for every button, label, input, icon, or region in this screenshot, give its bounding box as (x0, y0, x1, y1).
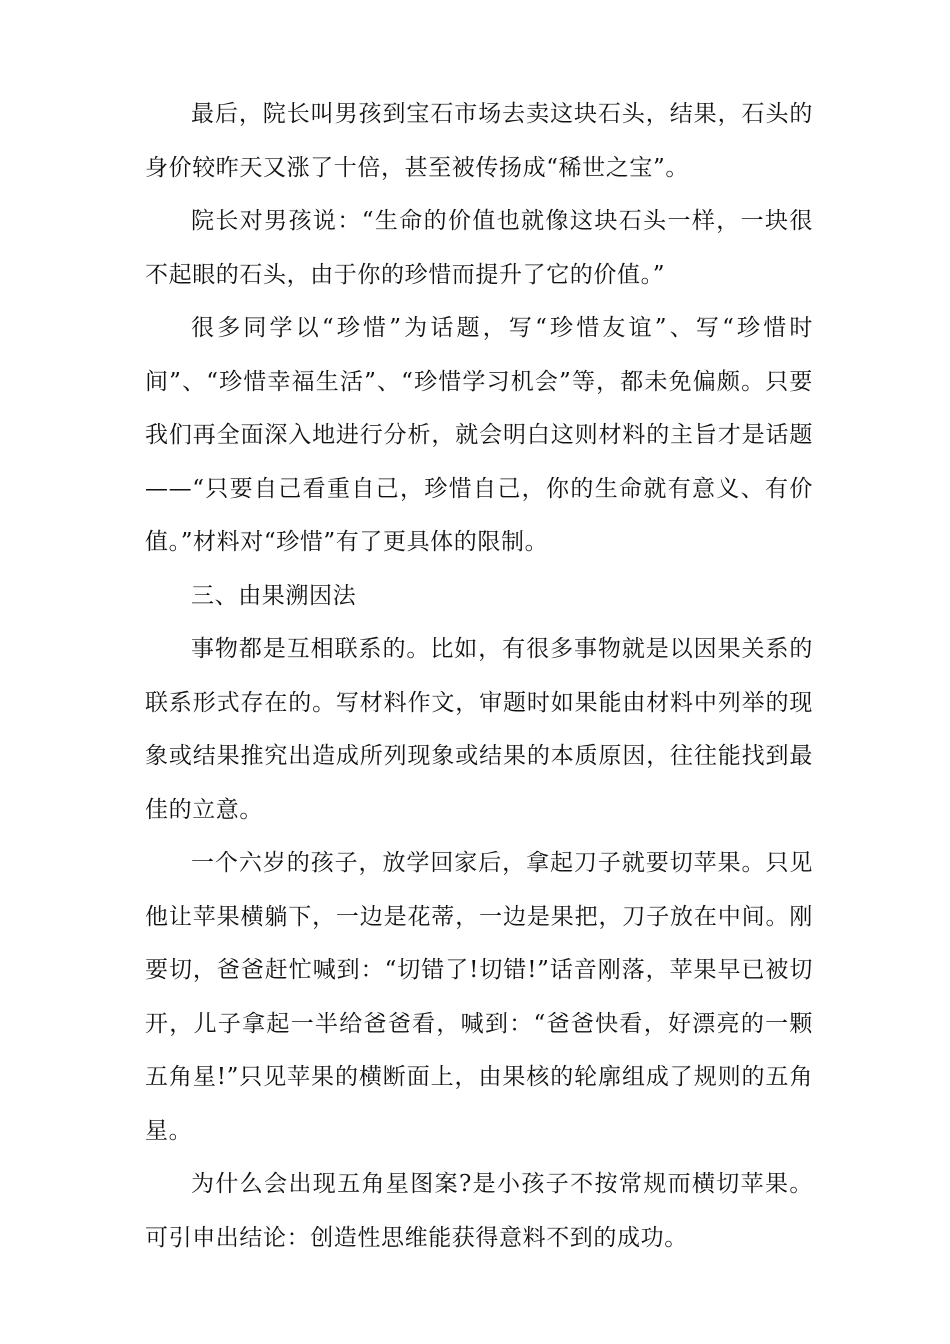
paragraph-cherish-analysis: 很多同学以“珍惜”为话题，写“珍惜友谊”、写“珍惜时间”、“珍惜幸福生活”、“珍惜学习机会”等，都未免偏颇。只要我们再全面深入地进行分析，就会明白这则材料的主旨才是话题 ——“只要自己看重自己，珍惜自己，你的生命就有意义、有价值。”材料对“珍惜”有了更具体的限制。 (145, 315, 813, 555)
section-heading: 三、由果溯因法 (191, 582, 357, 609)
paragraph-cause-effect: 事物都是互相联系的。比如，有很多事物就是以因果关系的联系形式存在的。写材料作文，审题时如果能由材料中列举的现象或结果推究出造成所列现象或结果的本质原因，往往能找到最佳的立意。 (145, 636, 813, 823)
paragraph-apple-story: 一个六岁的孩子，放学回家后，拿起刀子就要切苹果。只见他让苹果横躺下，一边是花蒂，一边是果把，刀子放在中间。刚要切，爸爸赶忙喊到：“切错了!切错!”话音刚落，苹果早已被切开，儿子拿起一半给爸爸看，喊到：“爸爸快看，好漂亮的一颗五角星!”只见苹果的横断面上，由果核的轮廓组成了规则的五角星。 (145, 850, 813, 1144)
paragraph-conclusion: 为什么会出现五角星图案?是小孩子不按常规而横切苹果。可引申出结论：创造性思维能获得意料不到的成功。 (145, 1171, 813, 1251)
paragraph-dean-quote: 院长对男孩说：“生命的价值也就像这块石头一样，一块很不起眼的石头，由于你的珍惜而提升了它的价值。” (145, 208, 813, 288)
document-body (145, 88, 813, 1265)
paragraph-gem-market: 最后，院长叫男孩到宝石市场去卖这块石头，结果，石头的身价较昨天又涨了十倍，甚至被传扬成“稀世之宝”。 (145, 101, 813, 181)
